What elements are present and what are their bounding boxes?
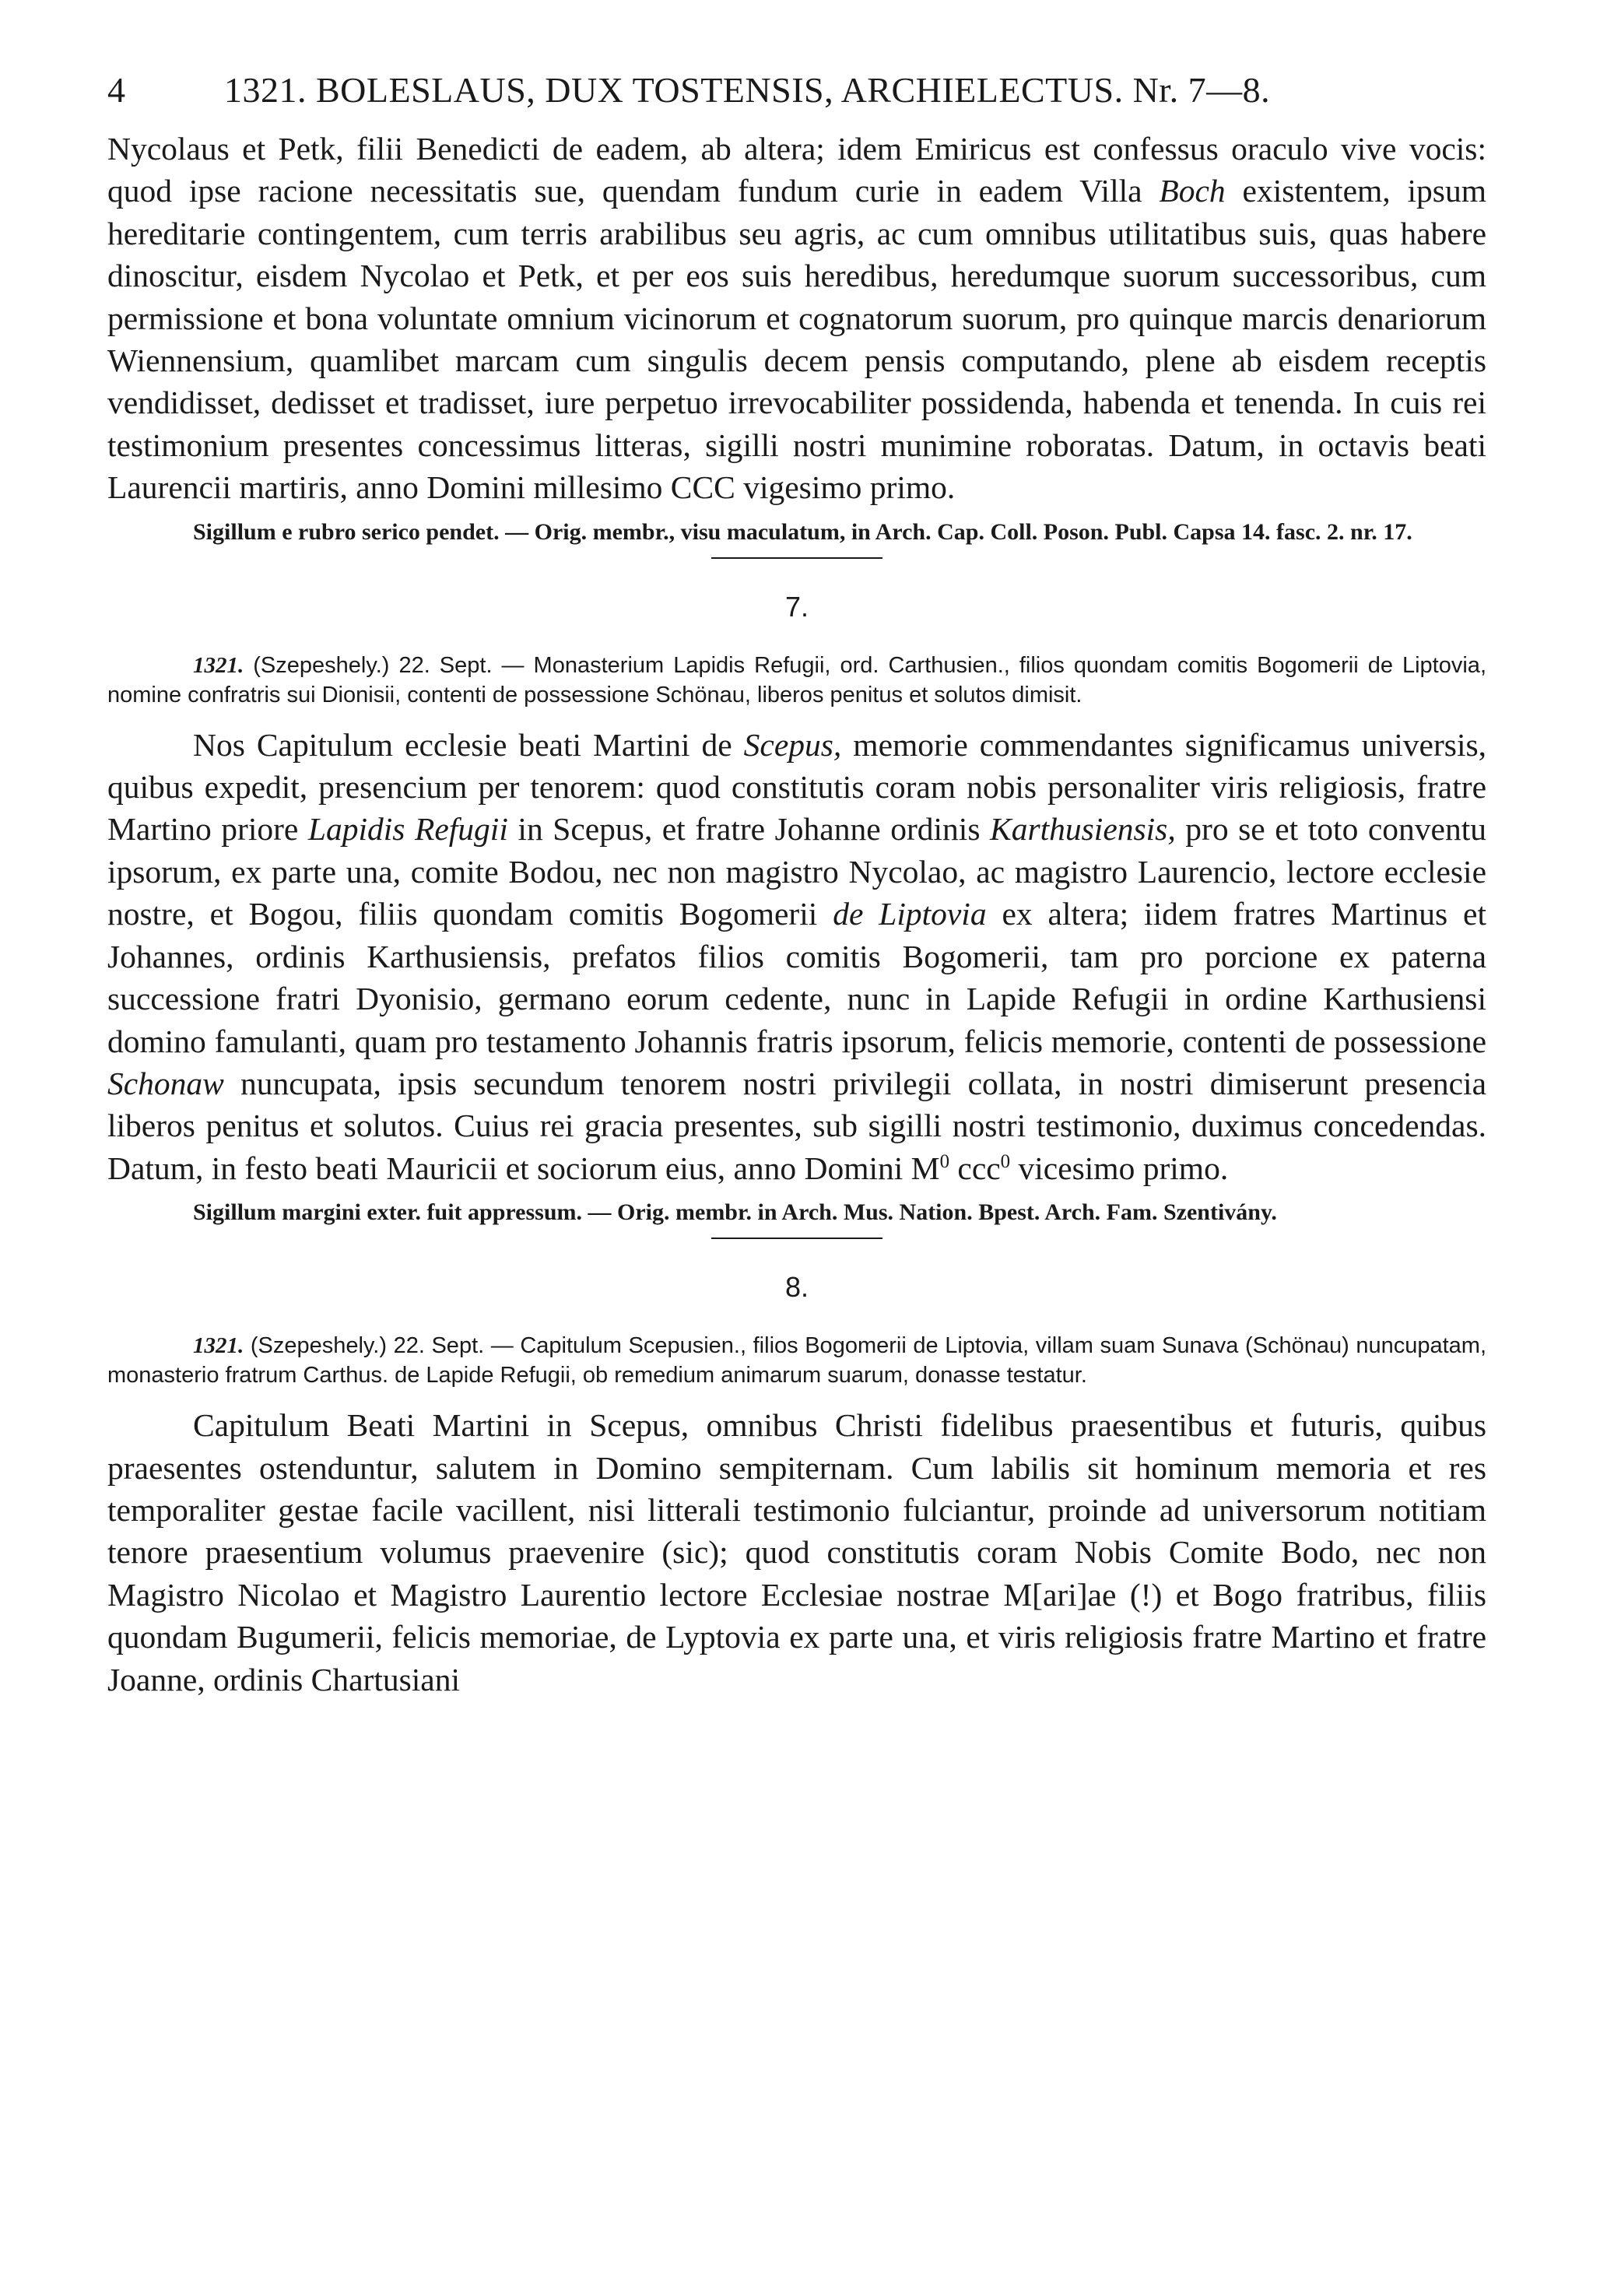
text-part: ex altera; iidem fratres Martinus et Johannes, ordinis Karthusiensis, prefatos filios comitis Bogomerii, tam pro porcione ex paterna successione fratri Dyonisio, germano eorum cedente, nunc in Lapide Refugii in ordine Karthusiensi domino famulanti, quam pro testamento Johannis fratris ipsorum, felicis memorie, contenti de possessione (107, 896, 1486, 1059)
regest-year: 1321. (193, 652, 244, 678)
charter-6-text (107, 128, 1486, 509)
text-part: pro se et toto conventu ipsorum, ex parte una, comite Bodou, nec non magistro Nycolao, ac magistro Laurencio, lectore ecclesie nostre, et Bogou, filiis quondam comitis Bogomerii (107, 811, 1486, 932)
regest-text: (Szepeshely.) 22. Sept. — Monasterium Lapidis Refugii, ord. Carthusien., filios quondam comitis Bogomerii de Liptovia, nomine confratris sui Dionisii, contenti de possessione Schönau, liberos penitus et solutos dimisit. (107, 652, 1486, 707)
text-part: vicesimo primo. (1010, 1150, 1229, 1186)
text-part: ccc (949, 1150, 1001, 1186)
charter-7-number: 7. (784, 590, 809, 623)
page-number: 4 (107, 70, 126, 110)
text-part: memorie commendantes significamus universis, quibus expedit, presencium per tenorem: quod constitutis coram nobis personaliter viris religiosis, fratre Martino priore (107, 726, 1486, 848)
place-name: Schonaw (107, 1065, 224, 1101)
charter-8-text: Capitulum Beati Martini in Scepus, omnibus Christi fidelibus praesentibus et futuris, quibus praesentes ostenduntur, salutem in Domino sempiternam. Cum labilis sit hominum memoria et res temporaliter gestae facile vacillent, nisi litterali testimonio fulciantur, proinde ad universorum notitiam tenore praesentium volumus praevenire (sic); quod constitutis coram Nobis Comite Bodo, nec non Magistro Nicolao et Magistro Laurentio lectore Ecclesiae nostrae M[ari]ae (!) et Bogo fratribus, filiis quondam Bugumerii, felicis memoriae, de Lyptovia ex parte una, et viris religiosis fratre Martino et fratre Joanne, ordinis Chartusiani (107, 1407, 1486, 1697)
text-part: in Scepus, et fratre Johanne ordinis (507, 811, 991, 848)
text-part: Nos Capitulum ecclesie beati Martini de (193, 726, 744, 763)
document-page (107, 67, 1486, 1701)
charter-7-note: Sigillum margini exter. fuit appressum. — Orig. membr. in Arch. Mus. Nation. Bpest. Arch. Fam. Szentivány. (193, 1199, 1277, 1226)
section-divider (711, 1238, 882, 1239)
charter-7-text (107, 724, 1486, 1189)
charter-8-number: 8. (784, 1271, 809, 1304)
running-header (107, 67, 1486, 114)
section-divider (711, 557, 882, 559)
text-part: nuncupata, ipsis secundum tenorem nostri privilegii collata, in nostri dimiserunt presencia liberos penitus et solutos. Cuius rei gracia presentes, sub sigilli nostri testimonio, duximus concedendas. Datum, in festo beati Mauricii et sociorum eius, anno Domini M (107, 1065, 1486, 1186)
superscript: 0 (1000, 1150, 1011, 1172)
charter-6-text-part: Nycolaus et Petk, filii Benedicti de eadem, ab altera; idem Emiricus est confessus oraculo vive vocis: quod ipse racione necessitatis sue, quendam fundum curie in eadem Villa (107, 131, 1486, 209)
charter-7-regest (107, 651, 1486, 710)
regest-year: 1321. (193, 1333, 244, 1359)
charter-6-note: Sigillum e rubro serico pendet. — Orig. membr., visu maculatum, in Arch. Cap. Coll. Poson. Publ. Capsa 14. fasc. 2. nr. 17. (193, 518, 1412, 545)
order-name: Karthusiensis, (990, 811, 1176, 848)
charter-6-text-part: existentem, ipsum hereditarie contingentem, cum terris arabilibus seu agris, ac cum omnibus utilitatibus suis, quas habere dinoscitur, eisdem Nycolao et Petk, et per eos suis heredibus, heredumque suorum successoribus, cum permissione et bona voluntate omnium vicinorum et cognatorum suorum, pro quinque marcis denariorum Wiennensium, quamlibet marcam cum singulis decem pensis computando, plene ab eisdem receptis vendidisset, dedisset et tradisset, iure perpetuo irrevocabiliter possidenda, habenda et tenenda. In cuis rei testimonium presentes concessimus litteras, sigilli nostri munimine roboratas. Datum, in octavis beati Laurencii martiris, anno Domini millesimo CCC vigesimo primo. (107, 173, 1486, 506)
place-name: Scepus, (743, 726, 842, 763)
charter-8-regest (107, 1331, 1486, 1390)
place-name: Lapidis Refugii (307, 811, 508, 848)
regest-text: (Szepeshely.) 22. Sept. — Capitulum Scepusien., filios Bogomerii de Liptovia, villam suam Sunava (Schönau) nuncupatam, monasterio fratrum Carthus. de Lapide Refugii, ob remedium animarum suarum, donasse testatur. (107, 1333, 1486, 1388)
place-name: de Liptovia (833, 896, 987, 932)
place-name: Boch (1159, 173, 1226, 209)
running-title: 1321. BOLESLAUS, DUX TOSTENSIS, ARCHIELECTUS. Nr. 7—8. (224, 70, 1271, 110)
superscript: 0 (939, 1150, 950, 1172)
